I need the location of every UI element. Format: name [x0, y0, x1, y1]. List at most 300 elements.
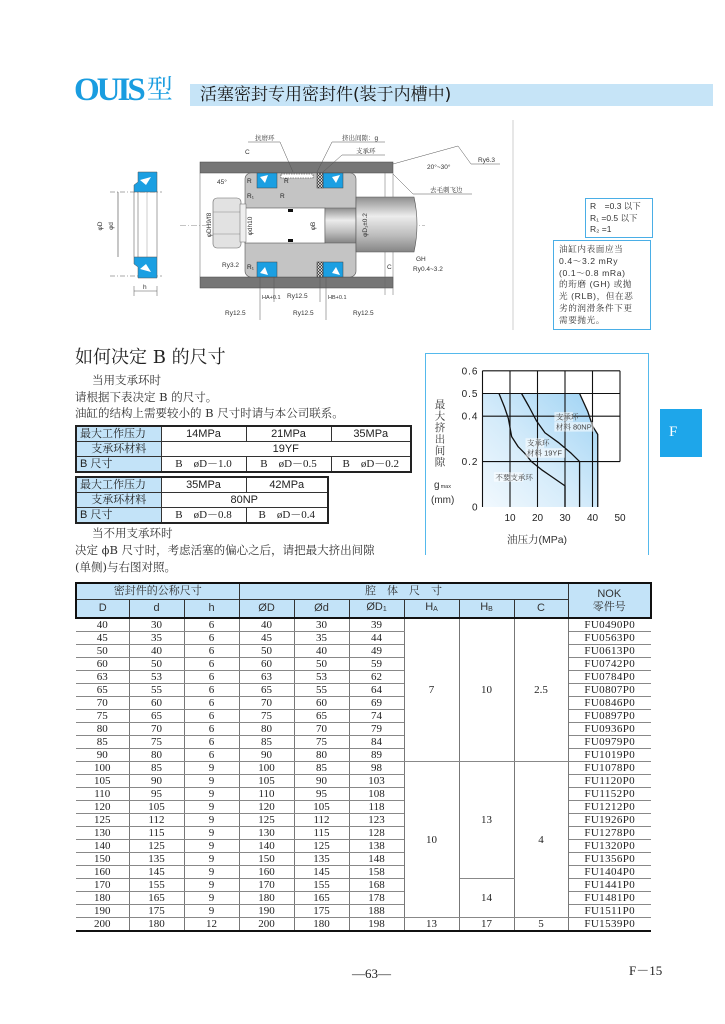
row-label: 最大工作压力 [76, 477, 161, 493]
size-table [75, 582, 652, 932]
cylinder-wall-bottom [200, 277, 393, 288]
pressure-cell: 14MPa [161, 426, 246, 442]
cell-bore-D: 100 [239, 762, 294, 775]
nut [213, 198, 241, 248]
cell-groove-d: 65 [294, 710, 349, 723]
column-header-subscript: A [433, 606, 438, 613]
installation-diagram [80, 120, 520, 330]
label-gh: GH [416, 256, 426, 263]
cell-groove-d: 40 [294, 645, 349, 658]
cell-h: 9 [184, 892, 239, 905]
logo-suffix: 型 [146, 75, 173, 104]
cell-D: 110 [76, 788, 129, 801]
column-header: ØD [239, 600, 294, 619]
cell-nok-part: FU0490P0 [568, 618, 651, 632]
label-ry32: Ry3.2 [222, 262, 239, 269]
cell-h: 6 [184, 632, 239, 645]
row-label: 支承环材料 [76, 493, 161, 508]
row-label: 最大工作压力 [76, 426, 161, 442]
cell-d: 30 [129, 618, 184, 632]
y-tick-label: 0.4 [461, 411, 479, 423]
cylinder-wall-top [200, 162, 393, 173]
cell-bore-D: 50 [239, 645, 294, 658]
cell-bore-D: 70 [239, 697, 294, 710]
b-size-cell: B øD－0.5 [246, 457, 331, 473]
cell-groove-d: 115 [294, 827, 349, 840]
cell-groove-d: 60 [294, 697, 349, 710]
cell-groove-d: 135 [294, 853, 349, 866]
series-label: 支承环 [555, 412, 579, 422]
cell-nok-part: FU1441P0 [568, 879, 651, 892]
cell-D: 150 [76, 853, 129, 866]
label-ry125-3: Ry12.5 [293, 310, 314, 317]
label-ry125-2: Ry12.5 [225, 310, 246, 317]
cell-groove-d: 180 [294, 918, 349, 932]
cell-d: 85 [129, 762, 184, 775]
column-header: $H_A$ [404, 600, 459, 619]
cell-D: 130 [76, 827, 129, 840]
cell-d: 75 [129, 736, 184, 749]
cell-HA: 10 [404, 762, 459, 918]
cell-D: 100 [76, 762, 129, 775]
section-tab [660, 409, 702, 457]
nok-label: NOK [597, 587, 622, 600]
cell-d: 135 [129, 853, 184, 866]
label-seal-id: φd [108, 222, 115, 230]
cell-groove-d: 112 [294, 814, 349, 827]
label-extrusion-gap: 挤出间隙：g [342, 135, 379, 142]
cell-d: 175 [129, 905, 184, 918]
cell-D1: 74 [349, 710, 404, 723]
x-tick-label: 50 [614, 513, 626, 524]
cell-groove-d: 50 [294, 658, 349, 671]
y-axis-label-char: 隙 [434, 456, 446, 469]
y-tick-label: 0 [471, 502, 479, 514]
cell-d: 155 [129, 879, 184, 892]
cell-nok-part: FU0897P0 [568, 710, 651, 723]
header-row-columns [76, 600, 651, 619]
cell-bore-D: 45 [239, 632, 294, 645]
column-header: C [514, 600, 568, 619]
label-bore-dia: φDH9/f8 [206, 212, 213, 238]
cell-d: 105 [129, 801, 184, 814]
logo-text: OUIS [74, 72, 143, 108]
cell-bore-D: 170 [239, 879, 294, 892]
note-line: 油缸内表面应当 [559, 244, 624, 254]
header-cavity-size: 腔 体 尺 寸 [239, 583, 568, 600]
series-label: 材料 19YF [527, 448, 563, 458]
material-row [76, 442, 411, 457]
series-label: 材料 80NP [555, 422, 592, 432]
cell-D1: 98 [349, 762, 404, 775]
cell-HA: 13 [404, 918, 459, 932]
cell-groove-d: 30 [294, 618, 349, 632]
cell-h: 6 [184, 710, 239, 723]
cell-D: 190 [76, 905, 129, 918]
cell-groove-d: 155 [294, 879, 349, 892]
note-line: 光 (RLB)，但在恶 [559, 291, 634, 302]
cell-bore-D: 200 [239, 918, 294, 932]
cell-d: 35 [129, 632, 184, 645]
cell-D: 120 [76, 801, 129, 814]
cell-bore-D: 160 [239, 866, 294, 879]
cell-groove-d: 35 [294, 632, 349, 645]
cell-nok-part: FU0979P0 [568, 736, 651, 749]
label-backup-ring: 支承环 [356, 148, 376, 155]
cell-HB: 14 [459, 879, 514, 918]
header-nominal-size: 密封件的公称尺寸 [76, 583, 239, 600]
label-ry04: Ry0.4~3.2 [413, 266, 443, 273]
cell-HB: 13 [459, 762, 514, 879]
cell-D1: 198 [349, 918, 404, 932]
cell-HA: 7 [404, 618, 459, 762]
cell-nok-part: FU0613P0 [568, 645, 651, 658]
row-label: 支承环材料 [76, 442, 161, 457]
page-title: 活塞密封专用密封件(装于内槽中) [200, 85, 452, 105]
material-cell: 19YF [161, 442, 411, 457]
cell-bore-D: 180 [239, 892, 294, 905]
cell-d: 115 [129, 827, 184, 840]
label-ry125-4: Ry12.5 [353, 310, 374, 317]
cell-nok-part: FU0846P0 [568, 697, 651, 710]
cell-nok-part: FU1320P0 [568, 840, 651, 853]
cell-D1: 148 [349, 853, 404, 866]
r2-value: R₂ =1 [590, 224, 612, 234]
cell-h: 9 [184, 762, 239, 775]
label-r-1: R [247, 178, 252, 185]
without-ring-line: 决定 ϕB 尺寸时，考虑活塞的偏心之后，请把最大挤出间隙 [75, 543, 375, 557]
x-axis-label: 油压力(MPa) [506, 534, 568, 546]
cell-D: 170 [76, 879, 129, 892]
y-tick-label: 0.6 [461, 366, 479, 378]
b-size-cell: B øD－1.0 [161, 457, 246, 473]
cell-h: 6 [184, 697, 239, 710]
cell-h: 9 [184, 905, 239, 918]
r-value: R =0.3 以下 [590, 201, 641, 211]
b-size-table-80np [75, 476, 329, 524]
b-size-row [76, 457, 411, 473]
x-tick-label: 30 [559, 513, 571, 524]
cell-D1: 178 [349, 892, 404, 905]
cell-bore-D: 80 [239, 723, 294, 736]
size-table-row [76, 618, 651, 632]
cell-nok-part: FU0807P0 [568, 684, 651, 697]
cell-D1: 118 [349, 801, 404, 814]
cell-D: 40 [76, 618, 129, 632]
backup-ring-top [317, 173, 323, 188]
cell-D1: 59 [349, 658, 404, 671]
cell-nok-part: FU1152P0 [568, 788, 651, 801]
cell-D: 125 [76, 814, 129, 827]
cell-bore-D: 150 [239, 853, 294, 866]
cell-d: 40 [129, 645, 184, 658]
pressure-cell: 21MPa [246, 426, 331, 442]
cell-h: 9 [184, 879, 239, 892]
washer [240, 204, 246, 242]
cell-nok-part: FU1212P0 [568, 801, 651, 814]
column-header: D [76, 600, 129, 619]
size-table-row [76, 762, 651, 775]
cell-d: 53 [129, 671, 184, 684]
label-wear-ring: 抗磨环 [255, 135, 275, 142]
b-size-cell: B øD－0.8 [161, 508, 246, 524]
cell-C: 4 [514, 762, 568, 918]
cell-groove-d: 145 [294, 866, 349, 879]
cell-nok-part: FU1120P0 [568, 775, 651, 788]
cell-groove-d: 70 [294, 723, 349, 736]
cell-D1: 39 [349, 618, 404, 632]
x-tick-label: 10 [504, 513, 516, 524]
label-seal-od: φD [97, 221, 104, 231]
cell-d: 125 [129, 840, 184, 853]
cell-groove-d: 125 [294, 840, 349, 853]
material-cell: 80NP [161, 493, 328, 508]
cell-nok-part: FU1278P0 [568, 827, 651, 840]
b-size-table-19yf [75, 425, 412, 473]
y-tick-label: 0.5 [461, 389, 479, 400]
cell-nok-part: FU0563P0 [568, 632, 651, 645]
cell-D1: 64 [349, 684, 404, 697]
cell-D1: 103 [349, 775, 404, 788]
cylinder-assembly [180, 133, 500, 320]
cell-nok-part: FU1019P0 [568, 749, 651, 762]
label-ry63: Ry6.3 [478, 157, 495, 164]
cell-D1: 89 [349, 749, 404, 762]
cell-bore-D: 190 [239, 905, 294, 918]
backup-ring-bottom [317, 262, 323, 277]
pressure-row [76, 426, 411, 442]
cell-groove-d: 85 [294, 762, 349, 775]
seal-bottom-2 [323, 262, 343, 277]
b-size-cell: B øD－0.2 [331, 457, 411, 473]
cell-groove-d: 175 [294, 905, 349, 918]
column-header: $H_B$ [459, 600, 514, 619]
cell-bore-D: 105 [239, 775, 294, 788]
cell-D: 70 [76, 697, 129, 710]
cell-h: 9 [184, 866, 239, 879]
cell-h: 6 [184, 723, 239, 736]
y-axis-label-char: 大 [434, 410, 446, 423]
label-b-dia: φB [310, 221, 317, 231]
cell-D: 90 [76, 749, 129, 762]
cell-h: 6 [184, 645, 239, 658]
label-seal-h: h [143, 284, 147, 291]
page-number: —63— [352, 966, 391, 981]
column-header: d [129, 600, 184, 619]
cell-h: 9 [184, 775, 239, 788]
cell-groove-d: 80 [294, 749, 349, 762]
cell-D1: 108 [349, 788, 404, 801]
cell-d: 80 [129, 749, 184, 762]
cell-groove-d: 105 [294, 801, 349, 814]
cell-groove-d: 55 [294, 684, 349, 697]
with-ring-line: 油缸的结构上需要较小的 B 尺寸时请与本公司联系。 [75, 406, 344, 420]
cell-groove-d: 165 [294, 892, 349, 905]
cell-bore-D: 140 [239, 840, 294, 853]
size-table-body [76, 618, 651, 931]
cell-h: 6 [184, 749, 239, 762]
cell-nok-part: FU1481P0 [568, 892, 651, 905]
label-ry125-1: Ry12.5 [287, 293, 308, 300]
cell-d: 90 [129, 775, 184, 788]
cell-d: 145 [129, 866, 184, 879]
cell-nok-part: FU0936P0 [568, 723, 651, 736]
cell-nok-part: FU0784P0 [568, 671, 651, 684]
cell-bore-D: 125 [239, 814, 294, 827]
cell-h: 9 [184, 814, 239, 827]
cell-HB: 17 [459, 918, 514, 932]
cell-h: 6 [184, 684, 239, 697]
cell-nok-part: FU1926P0 [568, 814, 651, 827]
label-chamfer-c-top: C [245, 149, 250, 156]
part-no-label: 零件号 [592, 600, 626, 613]
series-label: 支承环 [527, 438, 550, 448]
y-axis-label-char: 间 [434, 445, 446, 457]
note-line: (0.1～0.8 mRa) [559, 267, 626, 278]
label-chamfer-c-bottom: C [387, 264, 392, 271]
label-angle-range: 20°~30° [427, 164, 451, 171]
column-header: h [184, 600, 239, 619]
y-axis-label-char: 出 [434, 433, 446, 446]
cell-D: 45 [76, 632, 129, 645]
cell-D: 75 [76, 710, 129, 723]
cell-D1: 123 [349, 814, 404, 827]
label-d1-dia: φD₁±0.2 [362, 213, 369, 237]
label-r1-top: R₁ [247, 193, 254, 200]
cell-bore-D: 110 [239, 788, 294, 801]
x-tick-label: 20 [531, 513, 544, 524]
pressure-cell: 35MPa [161, 477, 246, 493]
label-hb: HB+0.1 [328, 295, 347, 301]
note-line: 0.4～3.2 mRy [559, 255, 619, 266]
section-page-number: F－15 [629, 963, 663, 978]
cell-C: 5 [514, 918, 568, 932]
cell-bore-D: 60 [239, 658, 294, 671]
cell-d: 60 [129, 697, 184, 710]
note-line: 的珩磨 (GH) 或抛 [559, 279, 632, 290]
cell-D1: 44 [349, 632, 404, 645]
cell-nok-part: FU1078P0 [568, 762, 651, 775]
note-line: 劣的润滑条件下更 [559, 302, 633, 313]
cell-HB: 10 [459, 618, 514, 762]
surface-finish-note [553, 240, 651, 330]
y-axis-unit: (mm) [431, 495, 455, 506]
pressure-cell: 35MPa [331, 426, 411, 442]
b-size-cell: B øD－0.4 [246, 508, 328, 524]
cell-nok-part: FU1539P0 [568, 918, 651, 932]
extrusion-gap-chart [425, 353, 649, 555]
cell-D: 180 [76, 892, 129, 905]
cell-bore-D: 85 [239, 736, 294, 749]
header-row-groups [76, 583, 651, 600]
cell-D: 60 [76, 658, 129, 671]
cell-h: 6 [184, 736, 239, 749]
radius-values-box [585, 198, 653, 238]
cell-D: 50 [76, 645, 129, 658]
y-axis-symbol: gmax [434, 480, 451, 491]
column-header-subscript: 1 [382, 606, 387, 613]
row-label: B 尺寸 [76, 457, 161, 473]
cell-D: 160 [76, 866, 129, 879]
cell-nok-part: FU1404P0 [568, 866, 651, 879]
cell-d: 95 [129, 788, 184, 801]
y-axis-symbol-subscript: max [440, 484, 451, 490]
cell-h: 9 [184, 840, 239, 853]
cell-d: 180 [129, 918, 184, 932]
cell-D1: 188 [349, 905, 404, 918]
cell-h: 12 [184, 918, 239, 932]
cell-d: 165 [129, 892, 184, 905]
column-header: Ød [294, 600, 349, 619]
cell-D: 80 [76, 723, 129, 736]
cell-D1: 138 [349, 840, 404, 853]
b-size-row [76, 508, 328, 524]
cell-d: 112 [129, 814, 184, 827]
cell-D: 200 [76, 918, 129, 932]
material-row [76, 493, 328, 508]
with-ring-line: 请根据下表决定 B 的尺寸。 [75, 390, 218, 404]
cell-D1: 49 [349, 645, 404, 658]
cell-nok-part: FU0742P0 [568, 658, 651, 671]
cell-D1: 79 [349, 723, 404, 736]
label-groove-dia: φdh10 [247, 216, 254, 236]
label-deburr: 去毛刺飞边 [430, 187, 463, 194]
cell-h: 9 [184, 801, 239, 814]
seal-cross-section [97, 172, 162, 296]
cell-D: 65 [76, 684, 129, 697]
label-r1-bottom: R₁ [247, 264, 254, 271]
brand-logo [74, 72, 173, 108]
cell-D: 105 [76, 775, 129, 788]
cell-nok-part: FU1356P0 [568, 853, 651, 866]
cell-bore-D: 130 [239, 827, 294, 840]
with-ring-heading: 当用支承环时 [92, 373, 161, 387]
cell-h: 6 [184, 658, 239, 671]
y-tick-label: 0.2 [461, 457, 479, 469]
label-r-3: R [280, 193, 285, 200]
cell-D1: 128 [349, 827, 404, 840]
header-nok-part [568, 583, 651, 618]
cell-D1: 158 [349, 866, 404, 879]
cell-bore-D: 65 [239, 684, 294, 697]
cell-D1: 168 [349, 879, 404, 892]
cell-bore-D: 40 [239, 618, 294, 632]
cell-d: 55 [129, 684, 184, 697]
cell-bore-D: 90 [239, 749, 294, 762]
label-r-2: R [284, 178, 289, 185]
label-angle-45: 45° [217, 179, 227, 186]
series-label: 不要支承环 [495, 472, 533, 482]
note-line: 需要抛光。 [559, 314, 605, 325]
size-table-row [76, 918, 651, 932]
x-tick-label: 40 [586, 513, 599, 524]
without-ring-heading: 当不用支承环时 [92, 526, 173, 540]
cell-groove-d: 95 [294, 788, 349, 801]
piston-rod-inner [325, 208, 356, 243]
y-axis-label-char: 最 [434, 399, 446, 411]
y-axis-label-char: 挤 [434, 422, 446, 434]
cell-d: 50 [129, 658, 184, 671]
title-bar [190, 84, 713, 106]
cell-groove-d: 53 [294, 671, 349, 684]
cell-D: 63 [76, 671, 129, 684]
cell-d: 70 [129, 723, 184, 736]
cell-bore-D: 63 [239, 671, 294, 684]
label-ha: HA+0.1 [262, 295, 281, 301]
cell-bore-D: 75 [239, 710, 294, 723]
section-tab-label: F [669, 424, 678, 440]
cell-h: 6 [184, 671, 239, 684]
